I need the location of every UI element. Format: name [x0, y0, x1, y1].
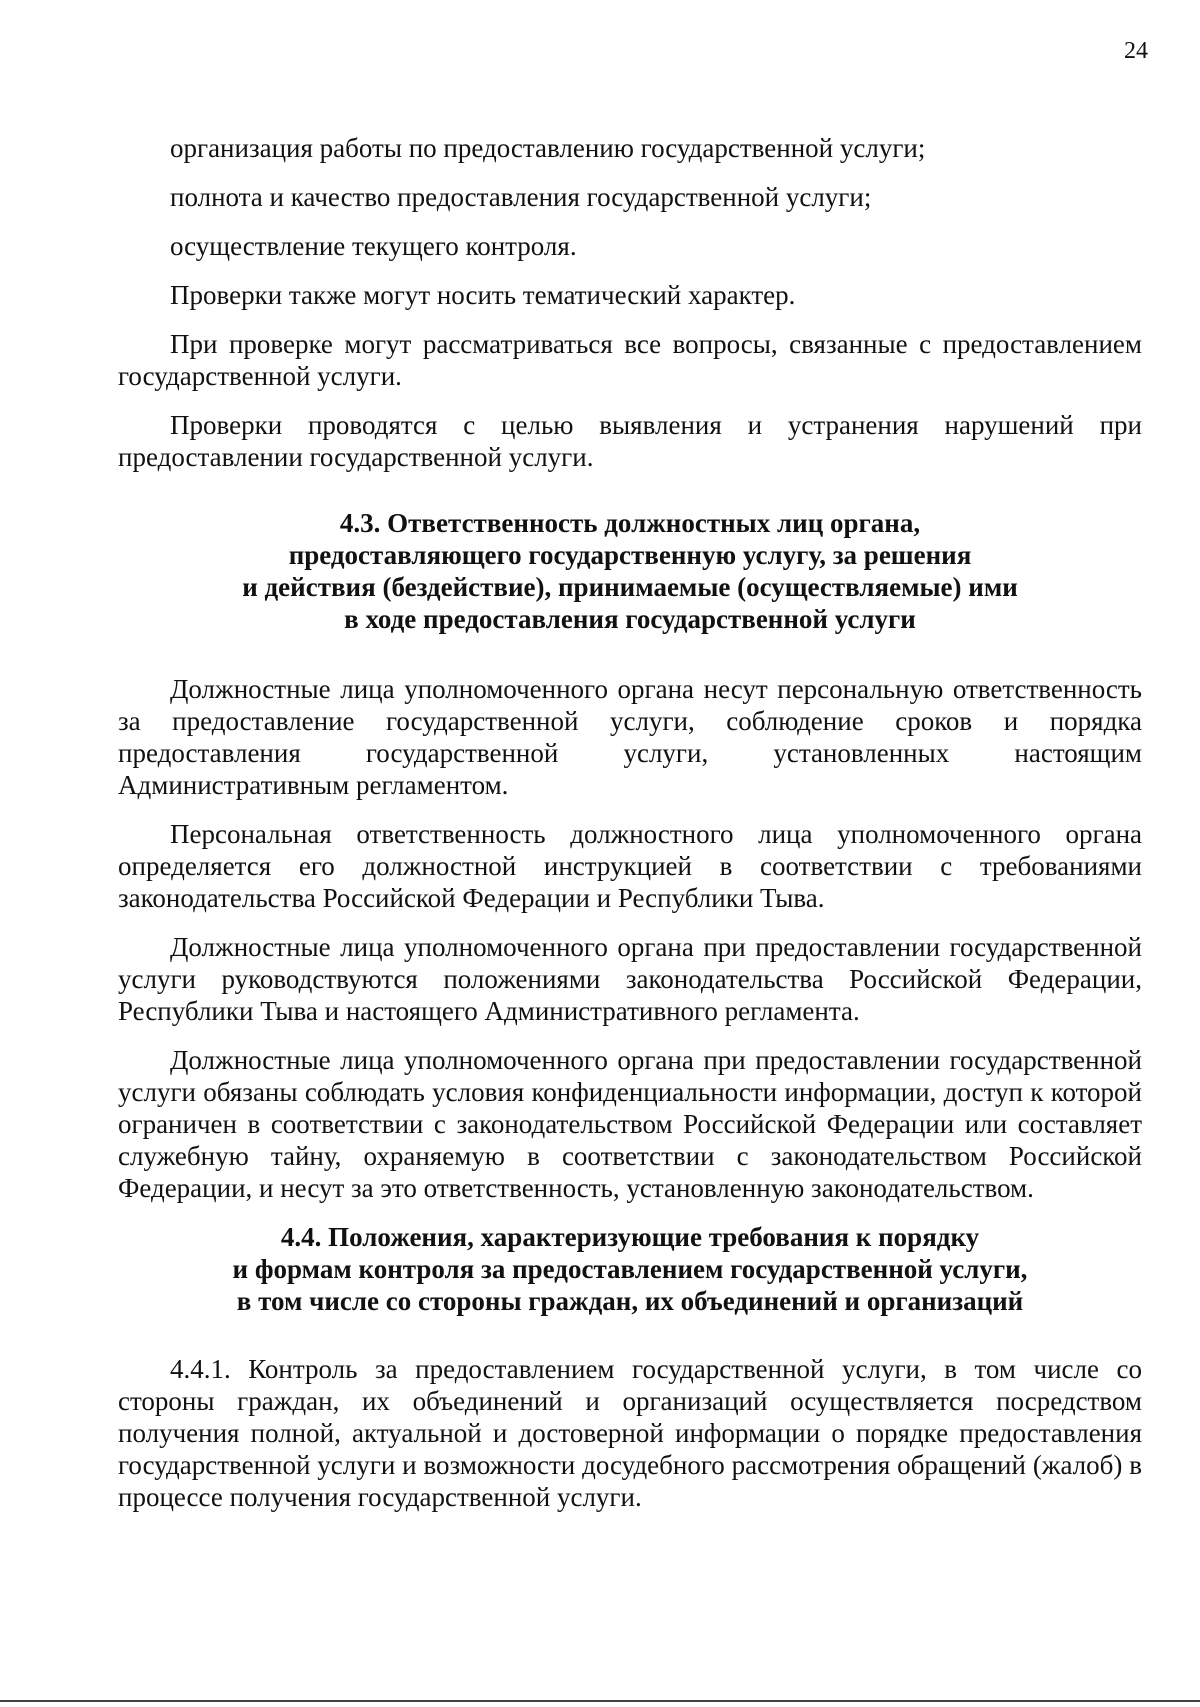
heading-line: и формам контроля за предоставлением государственной услуги, [232, 1254, 1028, 1284]
document-body [118, 132, 1142, 1530]
heading-line: в ходе предоставления государственной услуги [344, 604, 916, 634]
heading-line: предоставляющего государственную услугу, за решения [288, 540, 972, 570]
paragraph: Персональная ответственность должностного лица уполномоченного органа определяется его должностной инструкцией в соответствии с требованиями законодательства Российской Федерации и Республики Тыва. [118, 819, 1142, 913]
paragraph: Должностные лица уполномоченного органа при предоставлении государственной услуги обязаны соблюдать условия конфиденциальности информации, доступ к которой ограничен в соответствии с законодательством Российской Федерации или составляет служебную тайну, охраняемую в соответствии с законодательством Российской Федерации, и несут за это ответственность, установленную законодательством. [118, 1045, 1142, 1203]
section-heading-4-4 [118, 1221, 1142, 1317]
heading-line: 4.4. Положения, характеризующие требования к порядку [280, 1222, 980, 1252]
heading-line: и действия (бездействие), принимаемые (осуществляемые) ими [242, 572, 1018, 602]
paragraph: Должностные лица уполномоченного органа несут персональную ответственность за предоставление государственной услуги, соблюдение сроков и порядка предоставления государственной услуги, установленных настоящим Административным регламентом. [118, 674, 1142, 800]
list-item: полнота и качество предоставления государственной услуги; [170, 182, 872, 212]
paragraph: Должностные лица уполномоченного органа при предоставлении государственной услуги руководствуются положениями законодательства Российской Федерации, Республики Тыва и настоящего Административного регламента. [118, 932, 1142, 1026]
page-bottom-edge [0, 1700, 1200, 1702]
section-heading-4-3 [118, 507, 1142, 635]
page-number: 24 [1124, 38, 1148, 64]
list-item: осуществление текущего контроля. [170, 231, 577, 261]
heading-line: в том числе со стороны граждан, их объединений и организаций [236, 1286, 1024, 1316]
paragraph: Проверки также могут носить тематический характер. [170, 280, 796, 310]
paragraph: 4.4.1. Контроль за предоставлением государственной услуги, в том числе со стороны граждан, их объединений и организаций осуществляется посредством получения полной, актуальной и достоверной информации о порядке предоставления государственной услуги и возможности досудебного рассмотрения обращений (жалоб) в процессе получения государственной услуги. [118, 1354, 1142, 1512]
paragraph: Проверки проводятся с целью выявления и устранения нарушений при предоставлении государственной услуги. [118, 410, 1142, 472]
paragraph: При проверке могут рассматриваться все вопросы, связанные с предоставлением государственной услуги. [118, 329, 1142, 391]
heading-line: 4.3. Ответственность должностных лиц органа, [339, 508, 921, 538]
list-item: организация работы по предоставлению государственной услуги; [170, 133, 926, 163]
